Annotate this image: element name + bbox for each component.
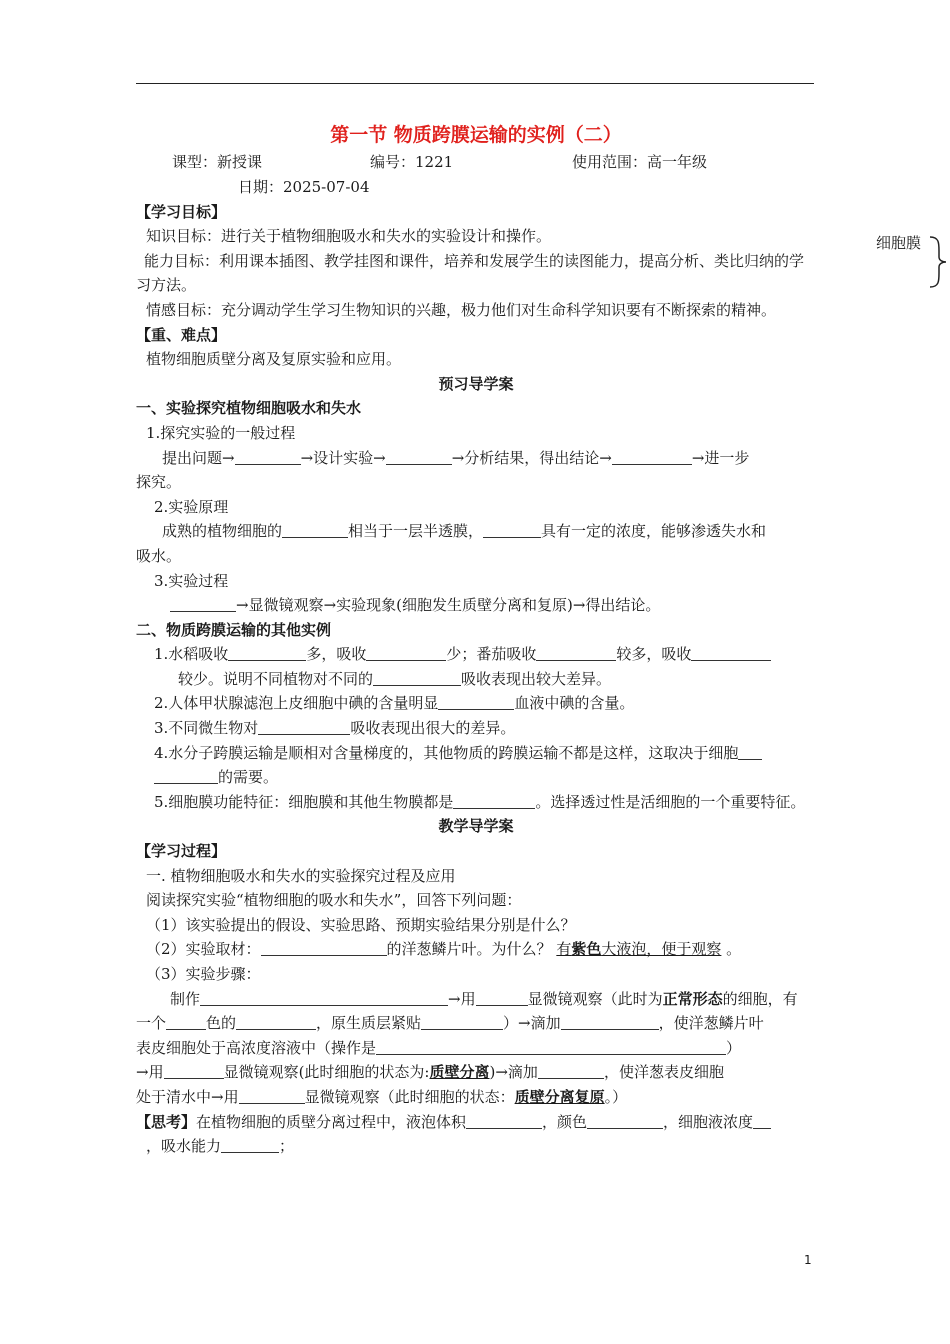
s2-item-1-cont: 较少。说明不同植物对不同的 吸收表现出较大差异。 xyxy=(178,669,612,688)
fill-blank[interactable] xyxy=(373,668,461,686)
usage-scope: 使用范围：高一年级 xyxy=(572,153,708,171)
fill-blank[interactable] xyxy=(236,1012,316,1030)
think-question-cont: ，吸水能力 ； xyxy=(146,1137,295,1156)
fill-blank[interactable] xyxy=(239,1086,305,1104)
fill-blank[interactable] xyxy=(438,692,514,710)
question-2: （2）实验取材： 的洋葱鳞片叶。为什么？ 有紫色大液泡，便于观察 。 xyxy=(146,940,742,959)
preview-heading: 预习导学案 xyxy=(438,374,514,393)
process-intro: 阅读探究实验“植物细胞的吸水和失水”，回答下列问题： xyxy=(146,891,522,910)
fill-blank[interactable] xyxy=(258,717,350,735)
curly-brace-icon xyxy=(925,235,950,289)
process-heading: 【学习过程】 xyxy=(136,842,227,861)
objectives-heading: 【学习目标】 xyxy=(136,202,227,221)
fill-blank[interactable] xyxy=(453,791,535,809)
fill-blank[interactable] xyxy=(612,447,692,465)
fill-blank[interactable] xyxy=(536,643,616,661)
s2-item-4: 4.水分子跨膜运输是顺相对含量梯度的，其他物质的跨膜运输不都是这样，这取决于细胞 的需要。 xyxy=(136,741,816,790)
fill-blank[interactable] xyxy=(366,643,446,661)
s1-item-1-text: 提出问题→ →设计实验→ →分析结果，得出结论→ →进一步 xyxy=(162,448,750,467)
question-3: （3）实验步骤： xyxy=(146,965,261,983)
s2-item-3: 3.不同微生物对 吸收表现出很大的差异。 xyxy=(154,719,516,738)
fill-blank[interactable] xyxy=(466,1111,542,1129)
fill-blank[interactable] xyxy=(738,742,762,760)
fill-blank[interactable] xyxy=(235,447,301,465)
s1-item-2-cont: 吸水。 xyxy=(136,546,182,565)
fill-blank[interactable] xyxy=(561,1012,659,1030)
meta-row xyxy=(136,150,816,175)
steps-line-5: 处于清水中→用 显微镜观察（此时细胞的状态：质壁分离复原。） xyxy=(136,1087,628,1106)
teaching-heading: 教学导学案 xyxy=(438,817,514,836)
knowledge-objective: 知识目标：进行关于植物细胞吸水和失水的实验设计和操作。 xyxy=(146,227,552,246)
ability-objective: 能力目标：利用课本插图、教学挂图和课件，培养和发展学生的读图能力，提高分析、类比归纳的学习方法。 xyxy=(136,251,805,295)
margin-cell-membrane-label: 细胞膜 xyxy=(876,234,922,252)
fill-blank[interactable] xyxy=(221,1135,279,1153)
think-question: 【思考】在植物细胞的质壁分离过程中，液泡体积 ，颜色 ，细胞液浓度 xyxy=(136,1110,816,1135)
fill-blank[interactable] xyxy=(753,1111,771,1129)
lesson-date: 日期：2025-07-04 xyxy=(238,178,370,196)
s1-item-3: 3.实验过程 xyxy=(154,571,229,590)
page-number: 1 xyxy=(804,1253,812,1267)
fill-blank[interactable] xyxy=(386,447,452,465)
fill-blank[interactable] xyxy=(170,594,236,612)
emotion-objective: 情感目标：充分调动学生学习生物知识的兴趣，极力他们对生命科学知识要有不断探索的精神。 xyxy=(146,300,777,319)
process-part-1: 一. 植物细胞吸水和失水的实验探究过程及应用 xyxy=(146,866,456,885)
fill-blank[interactable] xyxy=(164,1061,224,1079)
fill-blank[interactable] xyxy=(691,643,771,661)
fill-blank[interactable] xyxy=(538,1061,604,1079)
s1-item-2: 2.实验原理 xyxy=(154,497,229,516)
s2-item-5: 5.细胞膜功能特征：细胞膜和其他生物膜都是 。选择透过性是活细胞的一个重要特征。 xyxy=(154,792,806,811)
fill-blank[interactable] xyxy=(376,1037,726,1055)
s1-item-2-text: 成熟的植物细胞的 相当于一层半透膜， 具有一定的浓度，能够渗透失水和 xyxy=(162,522,767,541)
course-type: 课型：新授课 xyxy=(172,153,263,171)
section-2-title: 二、物质跨膜运输的其他实例 xyxy=(136,620,332,639)
fill-blank[interactable] xyxy=(228,643,306,661)
s2-item-1: 1.水稻吸收 多，吸收 少；番茄吸收 较多，吸收 xyxy=(136,642,816,667)
page-title: 第一节 物质跨膜运输的实例（二） xyxy=(330,124,622,146)
question-1: （1）该实验提出的假设、实验思路、预期实验结果分别是什么？ xyxy=(146,915,576,934)
fill-blank[interactable] xyxy=(200,988,448,1006)
header-rule xyxy=(136,83,814,84)
key-points-text: 植物细胞质壁分离及复原实验和应用。 xyxy=(146,350,402,369)
fill-blank[interactable] xyxy=(476,988,528,1006)
s2-item-2: 2.人体甲状腺滤泡上皮细胞中碘的含量明显 血液中碘的含量。 xyxy=(154,694,635,713)
steps-line-1: 制作 →用 显微镜观察（此时为正常形态的细胞，有 xyxy=(170,989,798,1008)
fill-blank[interactable] xyxy=(261,938,387,956)
s1-item-3-text: →显微镜观察→实验现象(细胞发生质壁分离和复原)→得出结论。 xyxy=(136,593,816,618)
lesson-code: 编号：1221 xyxy=(370,153,454,171)
fill-blank[interactable] xyxy=(483,520,541,538)
fill-blank[interactable] xyxy=(282,520,348,538)
steps-line-2: 一个 色的 ，原生质层紧贴 ）→滴加 ，使洋葱鳞片叶 xyxy=(136,1014,764,1033)
s1-item-1-cont: 探究。 xyxy=(136,473,182,492)
fill-blank[interactable] xyxy=(154,766,218,784)
s1-item-1: 1.探究实验的一般过程 xyxy=(146,423,296,442)
section-1-title: 一、实验探究植物细胞吸水和失水 xyxy=(136,399,362,418)
key-points-heading: 【重、难点】 xyxy=(136,325,227,344)
document-page xyxy=(136,120,816,1159)
fill-blank[interactable] xyxy=(587,1111,663,1129)
steps-line-4: →用 显微镜观察(此时细胞的状态为:质壁分离)→滴加 ，使洋葱表皮细胞 xyxy=(136,1063,724,1082)
steps-line-3: 表皮细胞处于高浓度溶液中（操作是 ） xyxy=(136,1038,742,1057)
fill-blank[interactable] xyxy=(166,1012,206,1030)
fill-blank[interactable] xyxy=(421,1012,503,1030)
